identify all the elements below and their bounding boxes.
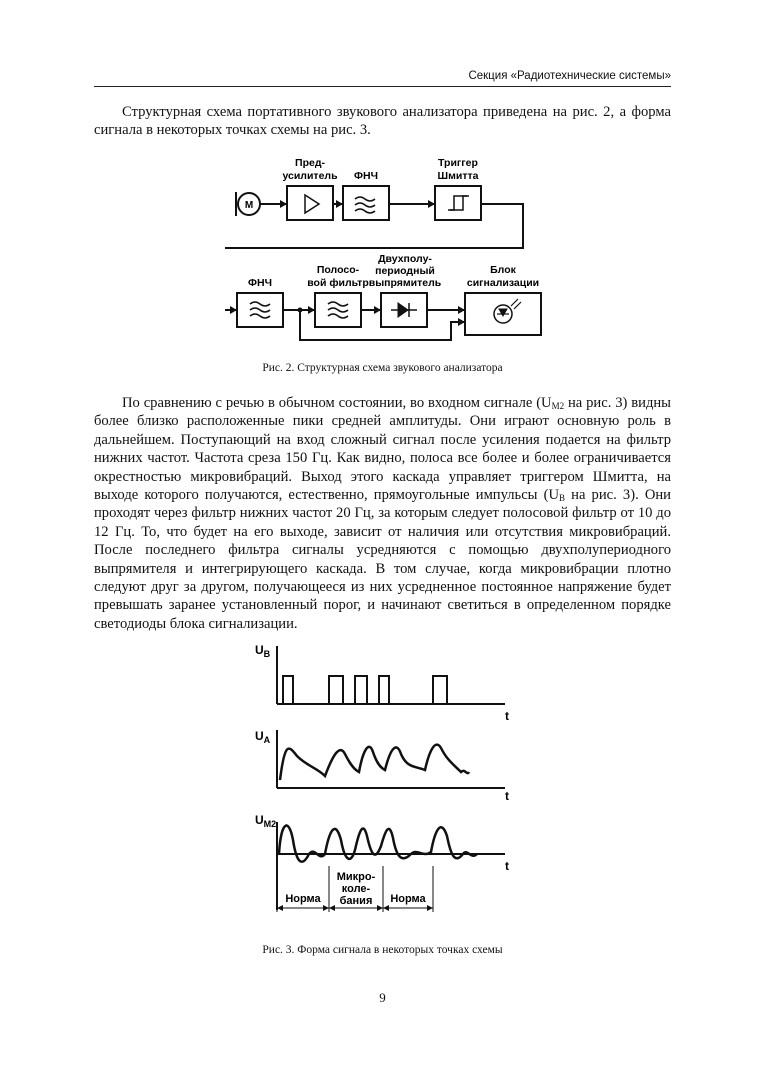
mic-label: M (244, 200, 254, 211)
schmitt-block (435, 186, 481, 220)
segment-norm-1: Норма (285, 893, 321, 905)
segment-norm-2: Норма (390, 893, 426, 905)
bpf-label-1: Полосо- (316, 264, 360, 276)
segment-micro-2: коле- (341, 883, 371, 895)
main-paragraph: По сравнению с речью в обычном состоянии, во входном сигнале ($U_{M2}$ на рис. 3) видны более близко расположенные пики средней амплитуды. Они играют основную роль в дальнейшем. Поступающий на вход сложный сигнал после усиления подается на фильтр нижних частот. Частота среза 150 Гц. Как видно, полоса все более и более ограничивается окрестностью микровибраций. Выход этого каскада управляет триггером Шмитта, на выходе которого получаются, естественно, прямоугольные импульсы ($U_B$ на рис. 3). Они проходят через фильтр нижних частот 20 Гц, за которым следует полосовой фильтр от 10 до 12 Гц. То, что будет на его выходе, зависит от наличия или отсутствия микровибраций. После последнего фильтра сигналы усредняются с помощью двухполупериодного выпрямителя и интегрирующего каскада. В том случае, когда микровибрации плотно следуют друг за другом, получающееся из них усредненное постоянное напряжение будет превышать заранее установленный порог, и начинают светиться в определенном порядке светодиоды блока сигнализации. (94, 395, 671, 632)
segment-micro-1: Микро- (336, 871, 376, 883)
figure-2-block-diagram (225, 150, 555, 350)
schmitt-label-2: Шмитта (437, 170, 479, 182)
preamp-label-2: усилитель (282, 170, 338, 182)
figure-2-caption: Рис. 2. Структурная схема звукового анализатора (262, 362, 503, 374)
page-number: 9 (379, 990, 386, 1005)
alarm-label-1: Блок (490, 264, 516, 276)
rect-label-1: Двухполу- (378, 253, 432, 265)
t-label-1: t (505, 709, 509, 723)
preamp-block (287, 186, 333, 220)
lpf2-label: ФНЧ (248, 277, 272, 289)
ub-pulse-train (277, 676, 447, 704)
lpf1-block (343, 186, 389, 220)
alarm-label-2: сигнализации (466, 277, 540, 289)
ua-label: $U_A$ (255, 729, 271, 745)
bpf-label-2: вой фильтр (307, 277, 369, 289)
rect-label-2: периодный (375, 265, 435, 277)
um2-waveform (279, 826, 477, 862)
t-label-2: t (505, 789, 509, 803)
ua-waveform (280, 745, 469, 780)
figure-3-waveforms (255, 640, 530, 925)
preamp-label-1: Пред- (295, 157, 325, 169)
lpf1-label: ФНЧ (354, 170, 378, 182)
t-label-3: t (505, 859, 509, 873)
figure-3-caption: Рис. 3. Форма сигнала в некоторых точках схемы (262, 944, 503, 956)
segment-micro-3: бания (339, 895, 373, 907)
running-header: Секция «Радиотехнические системы» (94, 70, 671, 87)
ub-label: $U_B$ (255, 643, 271, 659)
intro-paragraph: Структурная схема портативного звукового анализатора приведена на рис. 2, а форма сигнала в некоторых точках схемы на рис. 3. (94, 104, 671, 139)
rect-label-3: выпрямитель (368, 277, 442, 289)
um2-label: $U_{M2}$ (255, 813, 277, 829)
schmitt-label-1: Триггер (438, 157, 478, 169)
